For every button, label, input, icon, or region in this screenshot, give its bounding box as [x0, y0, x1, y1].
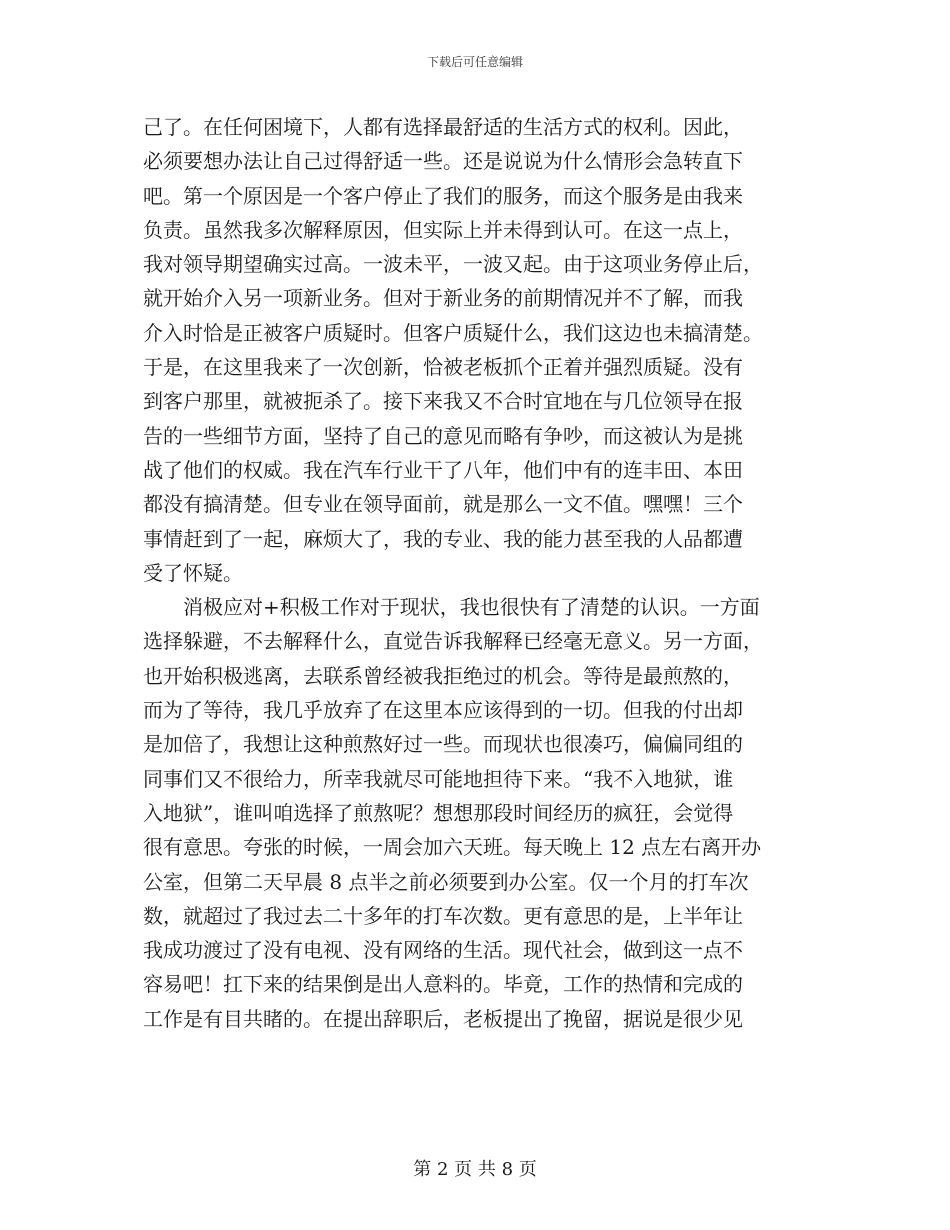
- paragraph-1: [143, 110, 808, 590]
- page-header-note: 下载后可任意编辑: [426, 55, 523, 69]
- text-line: 消极应对+积极工作对于现状，我也很快有了清楚的认识。一方面: [183, 595, 760, 620]
- text-line: 都没有搞清楚。但专业在领导面前，就是那么一文不值。嘿嘿！三个: [143, 492, 743, 517]
- text-line: 也开始积极逃离，去联系曾经被我拒绝过的机会。等待是最煎熬的，: [143, 663, 743, 688]
- text-line: 告的一些细节方面，坚持了自己的意见而略有争吵，而这被认为是挑: [143, 423, 743, 448]
- text-line: 我成功渡过了没有电视、没有网络的生活。现代社会，做到这一点不: [143, 938, 743, 963]
- text-line: 我对领导期望确实过高。一波未平，一波又起。由于这项业务停止后，: [143, 252, 763, 277]
- page-number-footer: 第 2 页 共 8 页: [413, 1159, 537, 1180]
- text-line: 很有意思。夸张的时候，一周会加六天班。每天晚上 12 点左右离开办: [143, 835, 762, 860]
- text-line: 而为了等待，我几乎放弃了在这里本应该得到的一切。但我的付出却: [143, 698, 743, 723]
- text-line: 己了。在任何困境下，人都有选择最舒适的生活方式的权利。因此，: [143, 115, 743, 139]
- text-line: 是加倍了，我想让这种煎熬好过一些。而现状也很凑巧，偏偏同组的: [143, 732, 743, 757]
- text-line: 受了怀疑。: [143, 560, 243, 585]
- text-line: 选择躲避，不去解释什么，直觉告诉我解释已经毫无意义。另一方面，: [143, 629, 763, 654]
- paragraph-2: [143, 590, 808, 1036]
- document-body: [143, 110, 808, 1036]
- text-line: 就开始介入另一项新业务。但对于新业务的前期情况并不了解，而我: [143, 286, 743, 311]
- text-line: 到客户那里，就被扼杀了。接下来我又不合时宜地在与几位领导在报: [143, 389, 743, 414]
- text-line: 吧。第一个原因是一个客户停止了我们的服务，而这个服务是由我来: [143, 183, 743, 208]
- text-line: 事情赶到了一起，麻烦大了，我的专业、我的能力甚至我的人品都遭: [143, 526, 743, 551]
- text-line: 工作是有目共睹的。在提出辞职后，老板提出了挽留，据说是很少见: [143, 1006, 743, 1031]
- text-line: 战了他们的权威。我在汽车行业干了八年，他们中有的连丰田、本田: [143, 457, 743, 482]
- text-line: 容易吧！扛下来的结果倒是出人意料的。毕竟，工作的热情和完成的: [143, 972, 743, 997]
- text-line: 必须要想办法让自己过得舒适一些。还是说说为什么情形会急转直下: [143, 149, 743, 174]
- text-line: 介入时恰是正被客户质疑时。但客户质疑什么，我们这边也未搞清楚。: [143, 320, 763, 345]
- text-line: 于是，在这里我来了一次创新，恰被老板抓个正着并强烈质疑。没有: [143, 355, 743, 380]
- text-line: 公室，但第二天早晨 8 点半之前必须要到办公室。仅一个月的打车次: [143, 869, 749, 894]
- text-line: 数，就超过了我过去二十多年的打车次数。更有意思的是，上半年让: [143, 903, 743, 928]
- text-line: 同事们又不很给力，所幸我就尽可能地担待下来。“我不入地狱，谁: [143, 766, 734, 791]
- text-line: 入地狱”，谁叫咱选择了煎熬呢？想想那段时间经历的疯狂，会觉得: [143, 800, 734, 825]
- text-line: 负责。虽然我多次解释原因，但实际上并未得到认可。在这一点上，: [143, 217, 743, 242]
